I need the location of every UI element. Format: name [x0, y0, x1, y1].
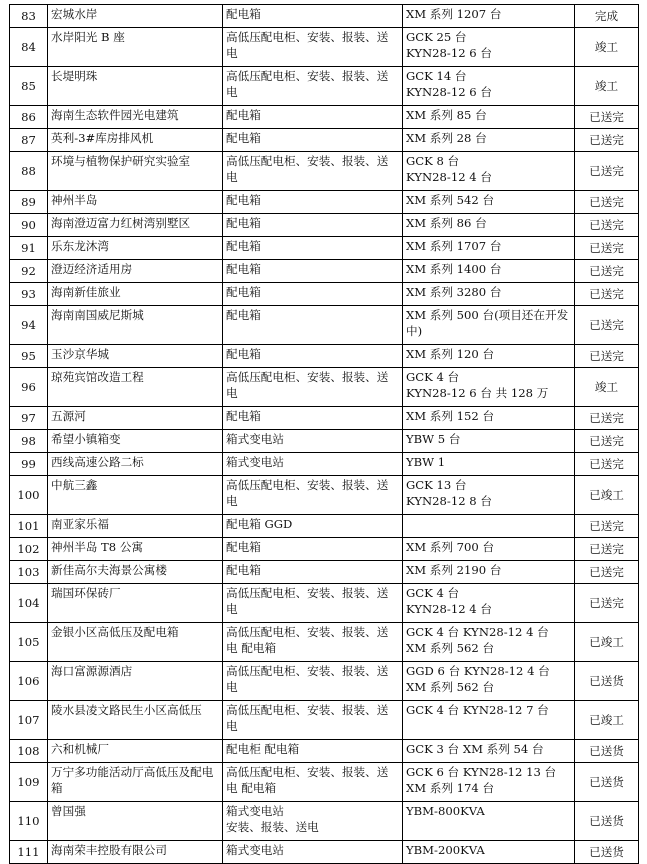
equipment-type-cell: 高低压配电柜、安装、报装、送电: [223, 152, 403, 191]
status-cell: 已送完: [575, 214, 639, 237]
quantity-cell: XM 系列 700 台: [403, 538, 575, 561]
row-number-cell: 85: [10, 67, 48, 106]
equipment-type-cell: 配电箱: [223, 191, 403, 214]
row-number-cell: 100: [10, 476, 48, 515]
row-number-cell: 102: [10, 538, 48, 561]
project-name-cell: 琼苑宾馆改造工程: [48, 368, 223, 407]
table-row: [10, 283, 639, 306]
project-name-cell: 六和机械厂: [48, 740, 223, 763]
row-number-cell: 97: [10, 407, 48, 430]
quantity-cell: [403, 515, 575, 538]
table-row: [10, 191, 639, 214]
equipment-type-cell: 配电箱: [223, 260, 403, 283]
project-name-cell: 新佳高尔夫海景公寓楼: [48, 561, 223, 584]
quantity-cell: XM 系列 3280 台: [403, 283, 575, 306]
quantity-cell: GCK 25 台 KYN28-12 6 台: [403, 28, 575, 67]
equipment-type-cell: 高低压配电柜、安装、报装、送电: [223, 67, 403, 106]
status-cell: 已送完: [575, 345, 639, 368]
table-row: [10, 106, 639, 129]
project-name-cell: 海南南国威尼斯城: [48, 306, 223, 345]
project-name-cell: 宏城水岸: [48, 5, 223, 28]
project-name-cell: 玉沙京华城: [48, 345, 223, 368]
equipment-type-cell: 配电箱: [223, 407, 403, 430]
table-row: [10, 345, 639, 368]
row-number-cell: 96: [10, 368, 48, 407]
equipment-type-cell: 配电箱: [223, 5, 403, 28]
equipment-type-cell: 高低压配电柜、安装、报装、送电: [223, 28, 403, 67]
status-cell: 已送货: [575, 802, 639, 841]
table-row: [10, 260, 639, 283]
status-cell: 竣工: [575, 67, 639, 106]
table-row: [10, 802, 639, 841]
row-number-cell: 90: [10, 214, 48, 237]
project-name-cell: 海南生态软件园光电建筑: [48, 106, 223, 129]
quantity-cell: XM 系列 2190 台: [403, 561, 575, 584]
row-number-cell: 92: [10, 260, 48, 283]
equipment-type-cell: 高低压配电柜、安装、报装、送电: [223, 368, 403, 407]
status-cell: 已送完: [575, 430, 639, 453]
table-row: [10, 368, 639, 407]
project-name-cell: 曾国强: [48, 802, 223, 841]
row-number-cell: 89: [10, 191, 48, 214]
project-name-cell: 乐东龙沐湾: [48, 237, 223, 260]
status-cell: 已送完: [575, 237, 639, 260]
row-number-cell: 110: [10, 802, 48, 841]
status-cell: 已送完: [575, 584, 639, 623]
quantity-cell: GCK 4 台 KYN28-12 4 台: [403, 584, 575, 623]
table-row: [10, 701, 639, 740]
status-cell: 已送货: [575, 740, 639, 763]
project-name-cell: 海南澄迈富力红树湾别墅区: [48, 214, 223, 237]
row-number-cell: 95: [10, 345, 48, 368]
row-number-cell: 87: [10, 129, 48, 152]
table-row: [10, 67, 639, 106]
quantity-cell: GCK 4 台 KYN28-12 6 台 共 128 万: [403, 368, 575, 407]
status-cell: 已送完: [575, 129, 639, 152]
status-cell: 已送完: [575, 538, 639, 561]
table-row: [10, 430, 639, 453]
row-number-cell: 83: [10, 5, 48, 28]
equipment-type-cell: 高低压配电柜、安装、报装、送电: [223, 662, 403, 701]
quantity-cell: GCK 6 台 KYN28-12 13 台 XM 系列 174 台: [403, 763, 575, 802]
project-name-cell: 希望小镇箱变: [48, 430, 223, 453]
quantity-cell: XM 系列 152 台: [403, 407, 575, 430]
project-name-cell: 海南新佳旅业: [48, 283, 223, 306]
status-cell: 已竣工: [575, 476, 639, 515]
project-name-cell: 海南荣丰控股有限公司: [48, 841, 223, 864]
quantity-cell: YBW 1: [403, 453, 575, 476]
row-number-cell: 94: [10, 306, 48, 345]
row-number-cell: 109: [10, 763, 48, 802]
table-row: [10, 453, 639, 476]
quantity-cell: GCK 4 台 KYN28-12 7 台: [403, 701, 575, 740]
equipment-type-cell: 箱式变电站: [223, 841, 403, 864]
equipment-type-cell: 配电箱: [223, 106, 403, 129]
project-name-cell: 陵水县凌文路民生小区高低压: [48, 701, 223, 740]
row-number-cell: 104: [10, 584, 48, 623]
row-number-cell: 101: [10, 515, 48, 538]
status-cell: 已送完: [575, 152, 639, 191]
quantity-cell: XM 系列 1400 台: [403, 260, 575, 283]
status-cell: 已送完: [575, 306, 639, 345]
project-name-cell: 海口富源源酒店: [48, 662, 223, 701]
equipment-type-cell: 高低压配电柜、安装、报装、送电: [223, 584, 403, 623]
quantity-cell: YBW 5 台: [403, 430, 575, 453]
status-cell: 已送货: [575, 763, 639, 802]
table-row: [10, 152, 639, 191]
quantity-cell: GCK 13 台 KYN28-12 8 台: [403, 476, 575, 515]
table-row: [10, 584, 639, 623]
equipment-type-cell: 高低压配电柜、安装、报装、送电 配电箱: [223, 763, 403, 802]
equipment-type-cell: 配电箱: [223, 214, 403, 237]
quantity-cell: XM 系列 542 台: [403, 191, 575, 214]
row-number-cell: 98: [10, 430, 48, 453]
status-cell: 已竣工: [575, 623, 639, 662]
project-name-cell: 长堤明珠: [48, 67, 223, 106]
equipment-type-cell: 配电箱: [223, 561, 403, 584]
project-name-cell: 水岸阳光 B 座: [48, 28, 223, 67]
quantity-cell: YBM-800KVA: [403, 802, 575, 841]
status-cell: 已送完: [575, 453, 639, 476]
row-number-cell: 111: [10, 841, 48, 864]
equipment-type-cell: 配电箱: [223, 283, 403, 306]
status-cell: 完成: [575, 5, 639, 28]
quantity-cell: YBM-200KVA: [403, 841, 575, 864]
quantity-cell: XM 系列 1207 台: [403, 5, 575, 28]
status-cell: 竣工: [575, 28, 639, 67]
status-cell: 已送完: [575, 515, 639, 538]
project-name-cell: 南亚家乐福: [48, 515, 223, 538]
project-name-cell: 西线高速公路二标: [48, 453, 223, 476]
table-row: [10, 28, 639, 67]
table-row: [10, 237, 639, 260]
equipment-type-cell: 配电箱 GGD: [223, 515, 403, 538]
project-name-cell: 中航三鑫: [48, 476, 223, 515]
table-row: [10, 5, 639, 28]
project-name-cell: 五源河: [48, 407, 223, 430]
equipment-type-cell: 配电箱: [223, 306, 403, 345]
row-number-cell: 103: [10, 561, 48, 584]
quantity-cell: XM 系列 500 台(项目还在开发中): [403, 306, 575, 345]
table-row: [10, 740, 639, 763]
quantity-cell: GGD 6 台 KYN28-12 4 台 XM 系列 562 台: [403, 662, 575, 701]
quantity-cell: XM 系列 86 台: [403, 214, 575, 237]
row-number-cell: 106: [10, 662, 48, 701]
status-cell: 已竣工: [575, 701, 639, 740]
equipment-type-cell: 箱式变电站: [223, 430, 403, 453]
table-row: [10, 623, 639, 662]
equipment-type-cell: 配电柜 配电箱: [223, 740, 403, 763]
table-row: [10, 476, 639, 515]
project-name-cell: 神州半岛 T8 公寓: [48, 538, 223, 561]
project-name-cell: 英利-3#库房排风机: [48, 129, 223, 152]
project-name-cell: 澄迈经济适用房: [48, 260, 223, 283]
equipment-type-cell: 高低压配电柜、安装、报装、送电: [223, 476, 403, 515]
quantity-cell: GCK 3 台 XM 系列 54 台: [403, 740, 575, 763]
table-row: [10, 306, 639, 345]
equipment-type-cell: 箱式变电站 安装、报装、送电: [223, 802, 403, 841]
equipment-type-cell: 高低压配电柜、安装、报装、送电 配电箱: [223, 623, 403, 662]
quantity-cell: XM 系列 1707 台: [403, 237, 575, 260]
quantity-cell: XM 系列 28 台: [403, 129, 575, 152]
project-name-cell: 神州半岛: [48, 191, 223, 214]
row-number-cell: 105: [10, 623, 48, 662]
row-number-cell: 99: [10, 453, 48, 476]
row-number-cell: 108: [10, 740, 48, 763]
quantity-cell: XM 系列 85 台: [403, 106, 575, 129]
equipment-type-cell: 配电箱: [223, 345, 403, 368]
row-number-cell: 88: [10, 152, 48, 191]
table-row: [10, 538, 639, 561]
equipment-type-cell: 箱式变电站: [223, 453, 403, 476]
table-row: [10, 515, 639, 538]
row-number-cell: 84: [10, 28, 48, 67]
status-cell: 已送完: [575, 260, 639, 283]
row-number-cell: 91: [10, 237, 48, 260]
table-row: [10, 214, 639, 237]
table-row: [10, 662, 639, 701]
project-name-cell: 万宁多功能活动厅高低压及配电箱: [48, 763, 223, 802]
table-row: [10, 129, 639, 152]
status-cell: 已送货: [575, 841, 639, 864]
quantity-cell: GCK 8 台 KYN28-12 4 台: [403, 152, 575, 191]
status-cell: 已送货: [575, 662, 639, 701]
quantity-cell: GCK 4 台 KYN28-12 4 台 XM 系列 562 台: [403, 623, 575, 662]
status-cell: 已送完: [575, 283, 639, 306]
quantity-cell: XM 系列 120 台: [403, 345, 575, 368]
row-number-cell: 93: [10, 283, 48, 306]
equipment-type-cell: 配电箱: [223, 538, 403, 561]
project-name-cell: 瑞国环保砖厂: [48, 584, 223, 623]
status-cell: 竣工: [575, 368, 639, 407]
status-cell: 已送完: [575, 106, 639, 129]
equipment-type-cell: 高低压配电柜、安装、报装、送电: [223, 701, 403, 740]
table-body: [10, 5, 639, 864]
project-name-cell: 环境与植物保护研究实验室: [48, 152, 223, 191]
status-cell: 已送完: [575, 191, 639, 214]
table-row: [10, 763, 639, 802]
table-row: [10, 561, 639, 584]
project-table: [9, 4, 639, 864]
row-number-cell: 107: [10, 701, 48, 740]
table-row: [10, 407, 639, 430]
project-name-cell: 金银小区高低压及配电箱: [48, 623, 223, 662]
equipment-type-cell: 配电箱: [223, 129, 403, 152]
table-row: [10, 841, 639, 864]
status-cell: 已送完: [575, 407, 639, 430]
row-number-cell: 86: [10, 106, 48, 129]
equipment-type-cell: 配电箱: [223, 237, 403, 260]
status-cell: 已送完: [575, 561, 639, 584]
quantity-cell: GCK 14 台 KYN28-12 6 台: [403, 67, 575, 106]
